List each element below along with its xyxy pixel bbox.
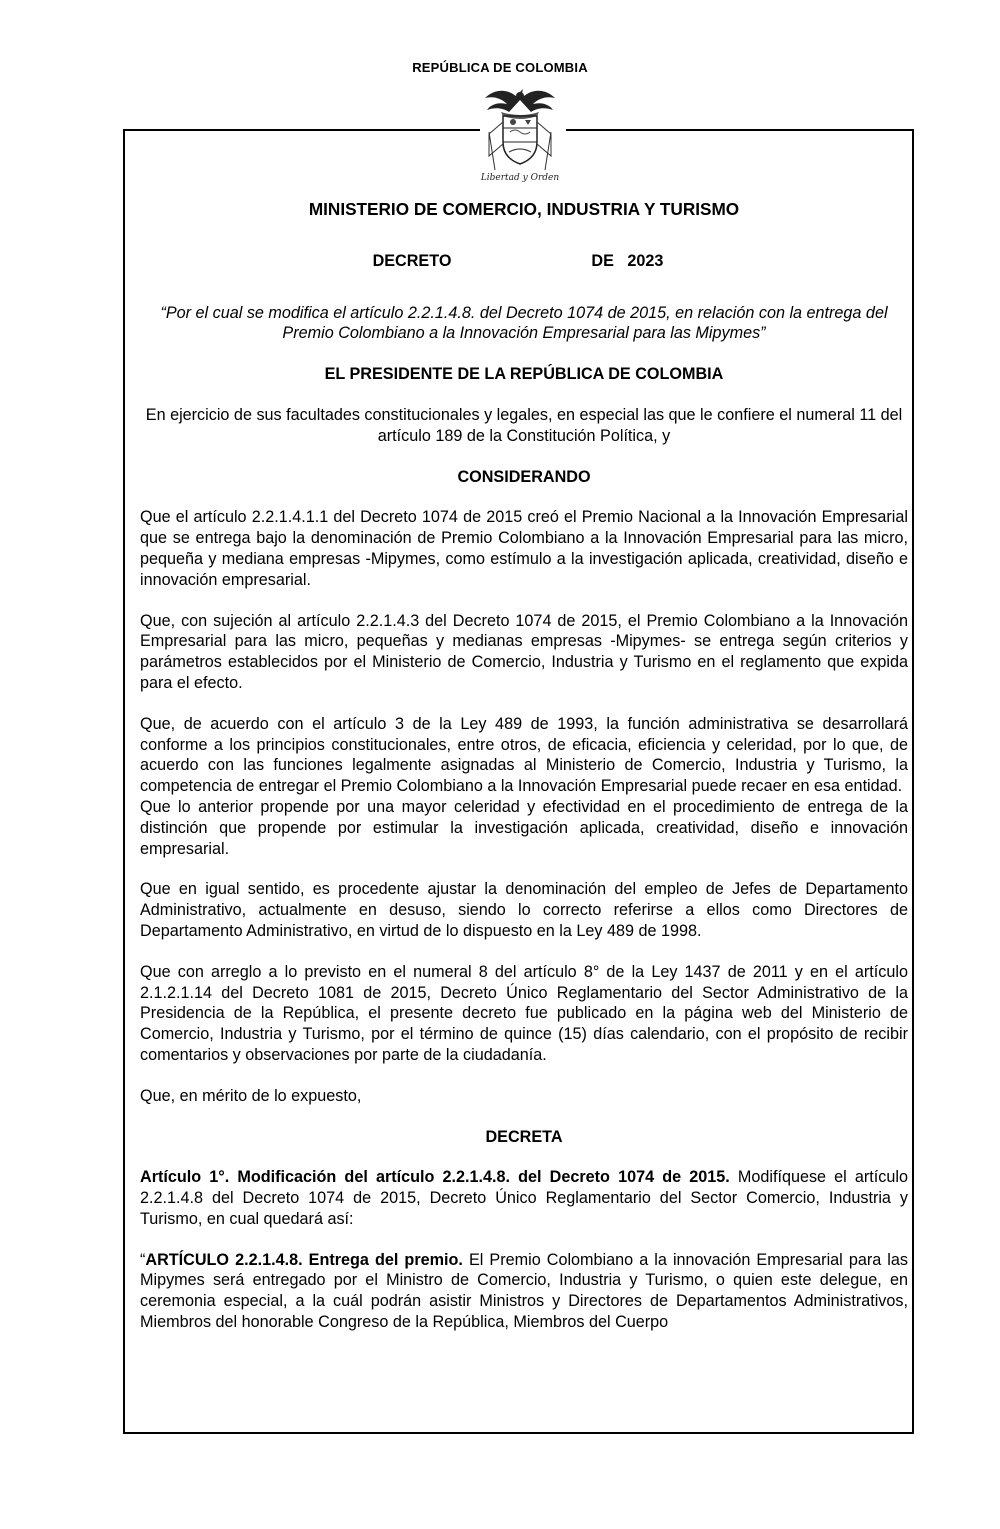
document-body (140, 197, 908, 1333)
quoted-article-text: El Premio Colombiano a la innovación Empresarial para las Mipymes será entregado por el Ministro de Comercio, Industria y Turismo, o quien este delegue, en ceremonia especial, a la cuál podrán asistir Ministros y Directores de Departamentos Administrativos, Miembros del honorable Congreso de la República, Miembros del Cuerpo (140, 1250, 908, 1332)
republic-header: REPÚBLICA DE COLOMBIA (412, 60, 588, 75)
quoted-article-paragraph (140, 1250, 908, 1333)
consideration-paragraph: Que, en mérito de lo expuesto, (140, 1086, 362, 1105)
article-1-heading: Artículo 1°. Modificación del artículo 2.2.1.4.8. del Decreto 1074 de 2015. (140, 1168, 730, 1187)
seal-motto: Libertad y Orden (480, 173, 560, 183)
open-quote: “ (140, 1250, 146, 1269)
consideration-paragraph: Que en igual sentido, es procedente ajustar la denominación del empleo de Jefes de Departamento Administrativo, actualmente en desuso, siendo lo correcto referirse a ellos como Directores de Departamento Administrativo, en virtud de lo dispuesto en la Ley 489 de 1998. (140, 880, 908, 940)
president-heading: EL PRESIDENTE DE LA REPÚBLICA DE COLOMBIA (324, 365, 724, 384)
ministry-title: MINISTERIO DE COMERCIO, INDUSTRIA Y TURISMO (308, 199, 740, 219)
colombia-coat-of-arms-icon (475, 82, 565, 184)
consideration-paragraph: Que con arreglo a lo previsto en el numeral 8 del artículo 8° de la Ley 1437 de 2011 y en el artículo 2.1.2.1.14 del Decreto 1081 de 2015, Decreto Único Reglamentario del Sector Administrativo de la Presidencia de la República, el presente decreto fue publicado en la página web del Ministerio de Comercio, Industria y Turismo, por el término de quince (15) días calendario, con el propósito de recibir comentarios y observaciones por parte de la ciudadanía. (140, 962, 908, 1064)
consideration-paragraph: Que, de acuerdo con el artículo 3 de la Ley 489 de 1993, la función administrativa se desarrollará conforme a los principios constitucionales, entre otros, de eficacia, eficiencia y celeridad, por lo que, de acuerdo con las funciones legalmente asignadas al Ministerio de Comercio, Industria y Turismo, la competencia de entregar el Premio Colombiano a la Innovación Empresarial puede recaer en esa entidad. (140, 714, 908, 796)
quoted-article-heading: ARTÍCULO 2.2.1.4.8. Entrega del premio. (145, 1250, 463, 1269)
decree-word: DECRETO (372, 251, 452, 270)
consideration-paragraph: Que, con sujeción al artículo 2.2.1.4.3 del Decreto 1074 de 2015, el Premio Colombiano a la Innovación Empresarial para las micro, pequeñas y medianas empresas -Mipymes- se entrega según criterios y parámetros establecidos por el Ministerio de Comercio, Industria y Turismo en el reglamento que expida para el efecto. (140, 611, 908, 692)
exercise-paragraph: En ejercicio de sus facultades constitucionales y legales, en especial las que le confiere el numeral 11 del artículo 189 de la Constitución Política, y (145, 405, 903, 445)
article-1-text: Modifíquese el artículo 2.2.1.4.8 del Decreto 1074 de 2015, Decreto Único Reglamentario del Sector Comercio, Industria y Turismo, en cual quedará así: (140, 1168, 908, 1228)
article-1-paragraph (140, 1167, 908, 1229)
decree-date: DE 2023 (591, 251, 664, 270)
considering-heading: CONSIDERANDO (457, 467, 591, 486)
decree-subtitle: “Por el cual se modifica el artículo 2.2.1.4.8. del Decreto 1074 de 2015, en relación con la entrega del Premio Colombiano a la Innovación Empresarial para las Mipymes” (160, 303, 888, 343)
consideration-paragraph: Que el artículo 2.2.1.4.1.1 del Decreto 1074 de 2015 creó el Premio Nacional a la Innovación Empresarial que se entrega bajo la denominación de Premio Colombiano a la Innovación Empresarial para las micro, pequeña y mediana empresas -Mipymes, como estímulo a la investigación aplicada, creatividad, diseño e innovación empresarial. (140, 508, 908, 589)
decree-line (140, 251, 908, 272)
consideration-paragraph: Que lo anterior propende por una mayor celeridad y efectividad en el procedimiento de entrega de la distinción que propende por estimular la investigación aplicada, creatividad, diseño e innovación empresarial. (140, 797, 908, 858)
decreta-heading: DECRETA (485, 1127, 563, 1146)
